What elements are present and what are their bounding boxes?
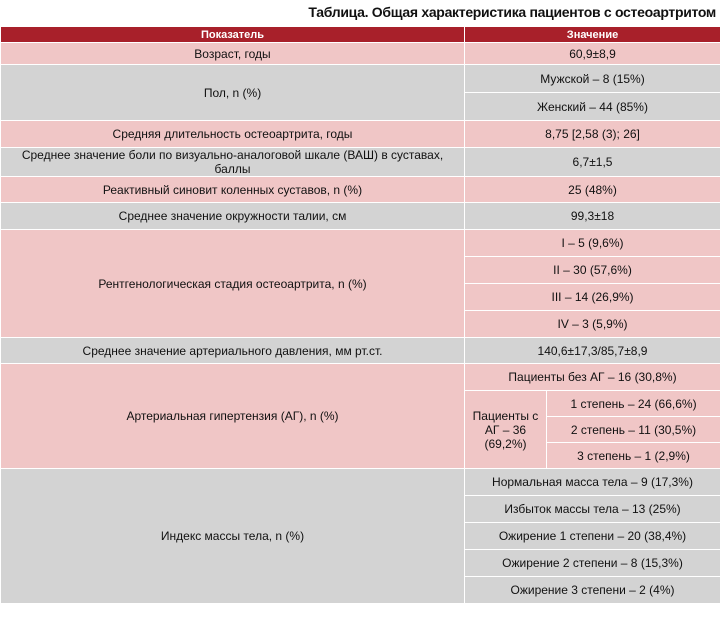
table-row bbox=[1, 121, 720, 148]
row-value-xray-4: IV – 3 (5,9%) bbox=[465, 311, 720, 338]
row-label-sex: Пол, n (%) bbox=[1, 65, 465, 121]
row-value-hypertension-degree-1: 1 степень – 24 (66,6%) bbox=[547, 391, 720, 417]
row-value-with-hypertension: Пациенты с АГ – 36 (69,2%) bbox=[465, 391, 547, 469]
row-value-waist: 99,3±18 bbox=[465, 203, 720, 230]
row-label-synovitis: Реактивный синовит коленных суставов, n (%) bbox=[1, 177, 465, 203]
table-row bbox=[1, 469, 720, 496]
row-value-bmi-5: Ожирение 3 степени – 2 (4%) bbox=[465, 577, 720, 604]
row-value-bmi-3: Ожирение 1 степени – 20 (38,4%) bbox=[465, 523, 720, 550]
row-value-bp: 140,6±17,3/85,7±8,9 bbox=[465, 338, 720, 364]
row-value-sex-male: Мужской – 8 (15%) bbox=[465, 65, 720, 93]
row-label-duration: Средняя длительность остеоартрита, годы bbox=[1, 121, 465, 148]
table-header-row bbox=[1, 27, 720, 43]
table-row bbox=[1, 230, 720, 257]
row-value-xray-3: III – 14 (26,9%) bbox=[465, 284, 720, 311]
header-indicator: Показатель bbox=[1, 27, 465, 43]
row-value-bmi-1: Нормальная масса тела – 9 (17,3%) bbox=[465, 469, 720, 496]
row-label-waist: Среднее значение окружности талии, см bbox=[1, 203, 465, 230]
row-label-bp: Среднее значение артериального давления, мм рт.ст. bbox=[1, 338, 465, 364]
row-label-age: Возраст, годы bbox=[1, 43, 465, 65]
header-value: Значение bbox=[465, 27, 720, 43]
table-row bbox=[1, 148, 720, 177]
row-label-xray: Рентгенологическая стадия остеоартрита, n (%) bbox=[1, 230, 465, 338]
table-row bbox=[1, 43, 720, 65]
row-label-hypertension: Артериальная гипертензия (АГ), n (%) bbox=[1, 364, 465, 469]
row-value-bmi-4: Ожирение 2 степени – 8 (15,3%) bbox=[465, 550, 720, 577]
row-value-no-hypertension: Пациенты без АГ – 16 (30,8%) bbox=[465, 364, 720, 391]
table-row bbox=[1, 203, 720, 230]
table-caption: Таблица. Общая характеристика пациентов с остеоартритом bbox=[308, 4, 716, 20]
row-value-hypertension-degree-2: 2 степень – 11 (30,5%) bbox=[547, 417, 720, 443]
row-value-xray-2: II – 30 (57,6%) bbox=[465, 257, 720, 284]
table-row bbox=[1, 338, 720, 364]
row-value-synovitis: 25 (48%) bbox=[465, 177, 720, 203]
row-value-pain: 6,7±1,5 bbox=[465, 148, 720, 177]
row-value-sex-female: Женский – 44 (85%) bbox=[465, 93, 720, 121]
row-value-age: 60,9±8,9 bbox=[465, 43, 720, 65]
row-value-xray-1: I – 5 (9,6%) bbox=[465, 230, 720, 257]
row-label-bmi: Индекс массы тела, n (%) bbox=[1, 469, 465, 604]
row-label-pain: Среднее значение боли по визуально-аналоговой шкале (ВАШ) в суставах, баллы bbox=[1, 148, 465, 177]
patients-table bbox=[0, 26, 720, 604]
row-value-duration: 8,75 [2,58 (3); 26] bbox=[465, 121, 720, 148]
table-row bbox=[1, 364, 720, 391]
row-value-hypertension-degree-3: 3 степень – 1 (2,9%) bbox=[547, 443, 720, 469]
table-row bbox=[1, 65, 720, 93]
table-row bbox=[1, 177, 720, 203]
row-value-bmi-2: Избыток массы тела – 13 (25%) bbox=[465, 496, 720, 523]
